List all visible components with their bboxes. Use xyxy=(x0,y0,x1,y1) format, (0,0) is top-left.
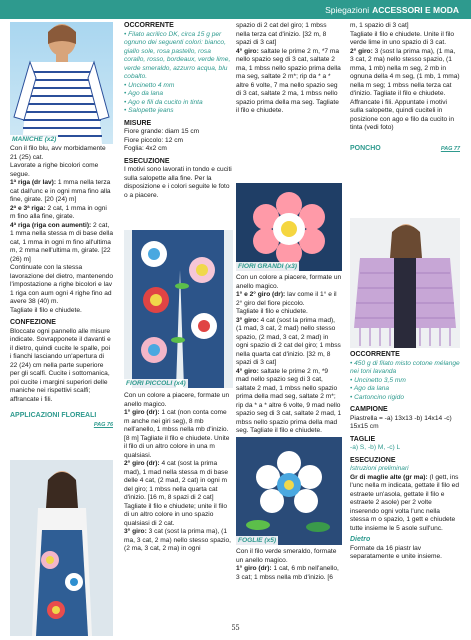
caption-sleeves: MANICHE (x2) xyxy=(12,136,57,143)
sleeves-row2: 2ª e 3ª riga: 2 cat, 1 mma in ogni m fino alla fine, girate. xyxy=(10,204,107,220)
esecuzione-text: I motivi sono lavorati in tondo e cuciti sulla salopette alla fine. Per la disposizione e i colori seguite le foto o a piacere. xyxy=(124,166,232,199)
sleeves-row1: 1ª riga (dr lav): 1 mma nella terza cat dall'unc e in ogni mma fino alla fine, girate. [20 (24) m] xyxy=(10,179,111,203)
small-flower-round4: 4° giro: saltate le prime 2 m, *7 ma nello spazio seg di 3 cat, saltate 2 ma, 1 mbss nello spazio prima della ma seg, saltate 2 m*; rip da * a * altre 6 volte, 7 ma nello spazio seg di 3 cat, saltate 2 ma, 1 mbss nello spazio prima della ma seg. Tagliate il filo e chiudete. xyxy=(236,47,341,114)
measure-small: Fiore piccolo: 12 cm xyxy=(124,136,183,144)
section-header xyxy=(0,0,471,19)
column-4-lower xyxy=(350,351,460,562)
column-4 xyxy=(350,22,460,153)
sleeves-p6: Continuate con la stessa lavorazione del dietro, mantenendo l'impostazione a righe bicolori e lav 1 riga con aum ogni 4 righe fino ad avere 38 (40) m. xyxy=(10,264,114,305)
small-flower-f4: Tagliate il filo e chiudete; unite il filo di un altro colore in uno spazio qualsiasi di 2 cat. xyxy=(124,502,227,527)
sleeves-p1: Con il filo blu, avv morbidamente 21 (25) cat. xyxy=(10,145,106,161)
page-ref-77: PAG 77 xyxy=(440,145,460,152)
dietro-text: Formate da 16 piastr lav separatamente e unite insieme. xyxy=(350,544,443,560)
heading-confezione: CONFEZIONE xyxy=(10,319,56,326)
small-flower-f1: Con un colore a piacere, formate un anello magico. xyxy=(124,392,230,408)
esecuzione-subtitle: Istruzioni preliminari xyxy=(350,465,409,472)
confezione-text: Bloccate ogni pannello alle misure indicate. Sovrapponete il davanti e il dietro, quindi cucite le spalle, poi i fianchi lasciando un'apertura di 22 (24) cm nella parte superiore per gli scalfi. Cucite i sottomanica, poi cucite i margini superiori delle maniche nei rispettivi scalfi; affrancate i fili. xyxy=(10,327,111,403)
small-flower-cont: spazio di 2 cat del giro; 1 mbss nella terza cat d'inizio. [32 m, 8 spazi di 3 cat] xyxy=(236,22,327,46)
heading-occorrente: OCCORRENTE xyxy=(124,22,174,29)
leaf-l1: Con il filo verde smeraldo, formate un anello magico. xyxy=(236,548,337,564)
leaf-round2: 2° giro: 3 (sost la prima ma), (1 ma, 3 cat, 2 ma) nello stesso spazio, (1 mma, 1 mb) nella m seg, 2 mb in ognuna della 4 m seg, (1 mb, 1 mma) nella m seg; 1 mbss nella terza cat d'inizio. Tagliate il filo e chiudete. xyxy=(350,47,460,97)
caption-small-flowers: FIORI PICCOLI (x4) xyxy=(126,380,186,387)
poncho-yarn: • 450 g di filato misto cotone mélange nei toni lavanda xyxy=(350,359,460,375)
materials-hook: • Uncinetto 4 mm xyxy=(124,81,175,89)
column-3 xyxy=(236,22,342,116)
leaf-round1: 1° giro (dr): 1 cat, 6 mb nell'anello, 3 cat; 1 mbss nella mb d'inizio. [6 xyxy=(236,565,339,581)
column-2 xyxy=(124,22,233,200)
leaf-cont: m, 1 spazio di 3 cat] xyxy=(350,22,409,29)
small-flower-round3: 3° giro: 3 cat (sost la prima ma), (1 ma, 3 cat, 2 ma) nello stesso spazio, (2 ma, 3 cat, 2 ma) in ogni xyxy=(124,528,232,552)
poncho-card: • Cartoncino rigido xyxy=(350,393,404,401)
floral-overalls-photo xyxy=(10,460,113,636)
heading-poncho: PONCHO PAG 77 xyxy=(350,144,460,152)
heading-taglie: TAGLIE xyxy=(350,435,376,443)
sleeves-p7: Tagliate il filo e chiudete. xyxy=(10,306,82,314)
taglie-text: -a) S, -b) M, -c) L xyxy=(350,444,401,451)
heading-occorrente-poncho: OCCORRENTE xyxy=(350,351,400,358)
caption-big-flowers: FIORI GRANDI (x3) xyxy=(238,263,297,270)
page-ref-76: PAG 76 xyxy=(93,421,113,428)
big-flower-g1: Con un colore a piacere, formate un anello magico. xyxy=(236,274,342,290)
measure-big: Fiore grande: diam 15 cm xyxy=(124,128,200,135)
caption-leaves: FOGLIE (x5) xyxy=(238,537,277,544)
heading-dietro: Dietro xyxy=(350,536,371,543)
page-number: 55 xyxy=(231,623,240,632)
poncho-photo xyxy=(350,218,460,348)
small-flower-round2: 2° giro (dr): 4 cat (sost la prima mad), 1 mad nella stessa m di base delle 4 cat, (2 mad, 2 cat) in ogni m del giro; 1 mbss nella quarta cat d'inizio. [16 m, 8 spazi di 2 cat] xyxy=(124,460,229,501)
sleeves-p2: Lavorate a righe bicolori come segue. xyxy=(10,162,99,178)
poncho-hook: • Uncinetto 3,5 mm xyxy=(350,376,406,384)
big-flower-photo xyxy=(236,183,342,271)
column-1 xyxy=(10,145,113,429)
heading-misure: MISURE xyxy=(124,119,152,127)
big-flower-g3: Tagliate il filo e chiudete. xyxy=(236,308,308,315)
heading-applicazioni: APPLICAZIONI FLOREALI PAG 76 xyxy=(10,412,113,428)
sleeves-row4: 4ª riga (riga con aumenti): 2 cat, 1 mma nella stessa m di base della cat, 1 mma in ogni m fino all'ultima m, 2 mma nell'ultima m, girate. [22 (26) m] xyxy=(10,221,113,263)
heading-esecuzione-poncho: ESECUZIONE xyxy=(350,456,396,464)
section-title: ACCESSORI E MODA xyxy=(372,4,459,15)
section-label: Spiegazioni xyxy=(325,4,370,15)
materials-yarn: • Filato acrilico DK, circa 15 g per ognuno dei seguenti colori: bianco, giallo sole, rosa pastello, rosa corallo, rosso, bordeaux, verde lime, verde smeraldo, azzurro acqua, blu cobalto. xyxy=(124,30,231,80)
poncho-needle: • Ago da lana xyxy=(350,385,390,392)
leaves-photo xyxy=(236,437,342,545)
measure-leaf: Foglia: 4x2 cm xyxy=(124,145,167,152)
small-flower-round1: 1° giro (dr): 1 cat (non conta come m anche nei giri seg), 8 mb nell'anello, 1 mbss nella mb d'inizio. [8 m] Tagliate il filo e chiudete. Unite il filo di un altro colore in una m qualsiasi. xyxy=(124,409,230,459)
materials-needle: • Ago da lana xyxy=(124,90,164,97)
campione-text: Piastrella = -a) 13x13 -b) 14x14 -c) 15x15 cm xyxy=(350,414,452,430)
crochet-top-photo xyxy=(10,22,113,144)
big-flower-round3: 3° giro: 4 cat (sost la prima mad), (1 mad, 3 cat, 2 mad) nello stesso spazio, (2 mad, 3 cat, 2 mad) in ogni spazio di 2 cat del giro; 1 mbss nella quarta cat d'inizio. [32 m, 8 spazi di 3 cat] xyxy=(236,316,341,366)
heading-esecuzione: ESECUZIONE xyxy=(124,157,170,165)
materials-thread: • Ago e fili da cucito in tinta xyxy=(124,98,203,106)
jeans-flowers-photo xyxy=(124,230,233,388)
materials-overalls: • Salopette jeans xyxy=(124,107,174,114)
big-flower-round12: 1° e 2° giro (dr): lav come il 1° e il 2° giro del fiore piccolo. xyxy=(236,291,337,307)
column-3-lower xyxy=(236,548,342,582)
esecuzione-gr-ma: Gr di maglie alte (gr ma): (I gett, ins l'unc nella m indicata, gettate il filo ed estraete un'asola, gettate il filo e estraete 2 asole) per 2 volte inserendo ogni volta l'unc nella stessa m o spazio, 1 gett e chiudete tutte insieme le 5 asole sull'unc. xyxy=(350,473,460,532)
column-3-middle xyxy=(236,274,342,436)
column-2-lower xyxy=(124,392,233,554)
heading-campione: CAMPIONE xyxy=(350,406,388,413)
big-flower-round4: 4° giro: saltate le prime 2 m, *9 mad nello spazio seg di 3 cat, saltate 2 mad, 1 mbss nello spazio prima della mad seg, saltate 2 m*; rip da * a * altre 6 volte, 9 mad nello spazio seg di 3 cat, saltate 2 mad, 1 mbss nello spazio prima della mad seg. Tagliate il filo e chiudete. xyxy=(236,367,342,434)
leaf-t2: Tagliate il filo e chiudete. Unite il filo verde lime in uno spazio di 3 cat. xyxy=(350,30,455,46)
leaf-t4: Affrancate i fili. Appuntate i motivi sulla salopette, quindi cuciteli in posizione con ago e filo da cucito in tinta (vedi foto) xyxy=(350,98,455,131)
